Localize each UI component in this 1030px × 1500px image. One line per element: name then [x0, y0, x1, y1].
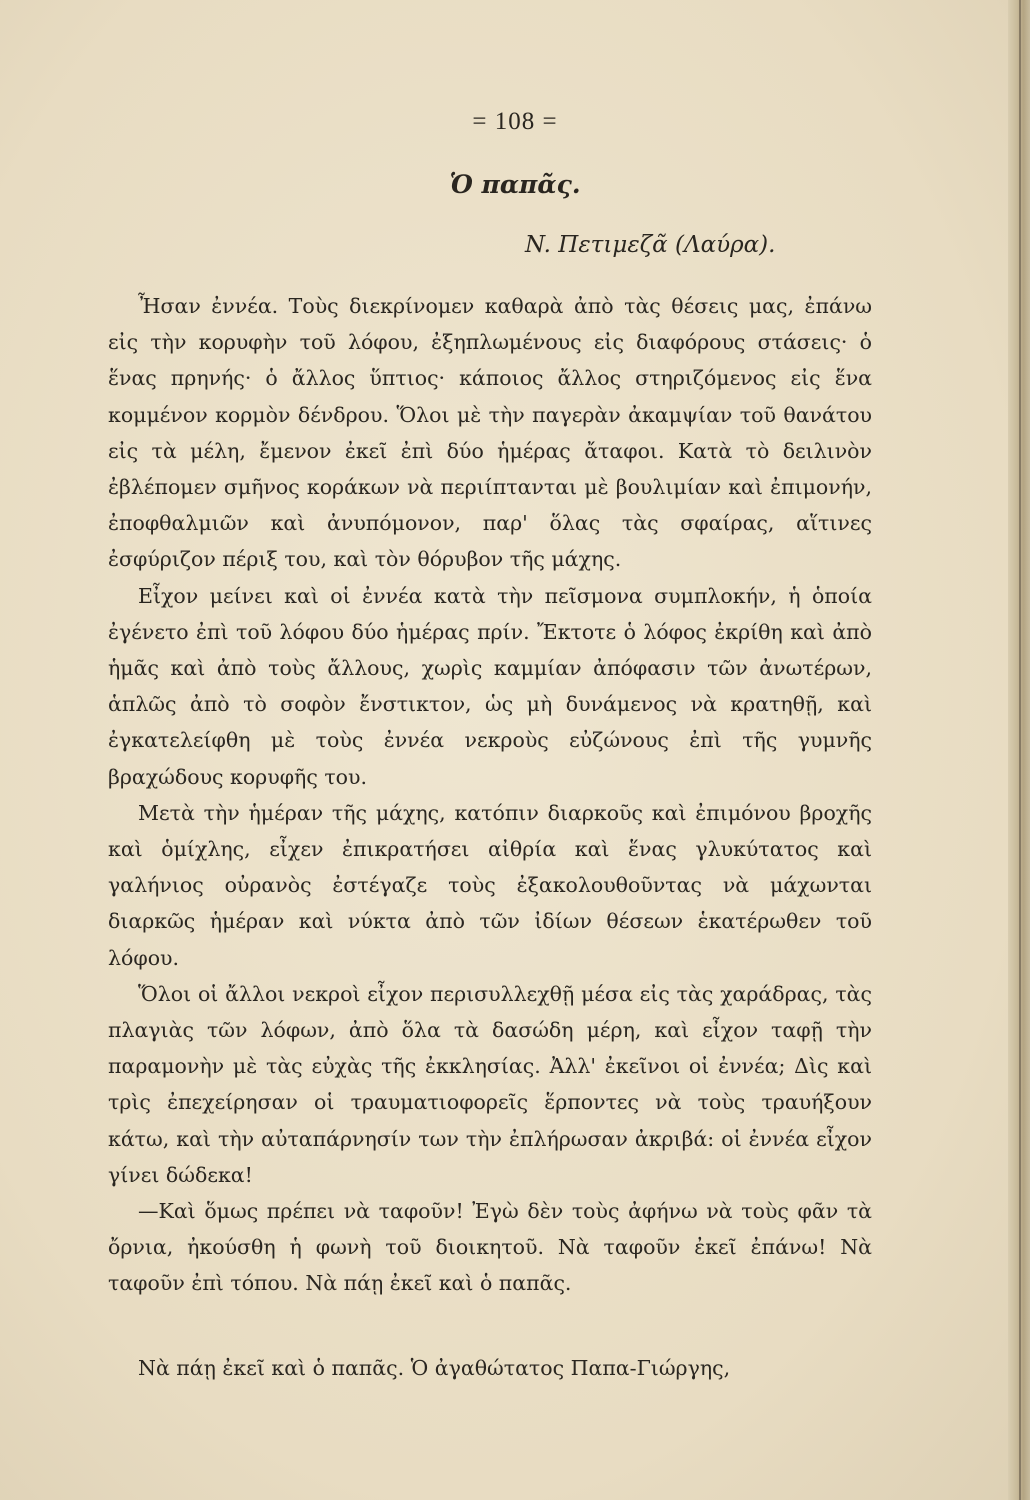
body-text: [108, 288, 872, 1302]
paragraph: Μετὰ τὴν ἡμέραν τῆς μάχης, κατόπιν διαρκοῦς καὶ ἐπιμόνου βροχῆς καὶ ὁμίχλης, εἶχεν ἐπικρατήσει αἰθρία καὶ ἕνας γλυκύτατος καὶ γαλήνιος οὐρανὸς ἐστέγαζε τοὺς ἐξακολουθοῦντας νὰ μάχωνται διαρκῶς ἡμέραν καὶ νύκτα ἀπὸ τῶν ἰδίων θέσεων ἑκατέρωθεν τοῦ λόφου.: [108, 800, 872, 970]
author-attribution: N. Πετιμεζᾶ (Λαύρα).: [525, 232, 776, 258]
paragraph: Εἶχον μείνει καὶ οἱ ἐννέα κατὰ τὴν πεῖσμονα συμπλοκήν, ἡ ὁποία ἐγένετο ἐπὶ τοῦ λόφου δύο ἡμέρας πρίν. Ἔκτοτε ὁ λόφος ἐκρίθη καὶ ἀπὸ ἡμᾶς καὶ ἀπὸ τοὺς ἄλλους, χωρὶς καμμίαν ἀπόφασιν τῶν ἀνωτέρων, ἁπλῶς ἀπὸ τὸ σοφὸν ἔνστικτον, ὡς μὴ δυνάμενος νὰ κρατηθῇ, καὶ ἐγκατελείφθη μὲ τοὺς ἐννέα νεκροὺς εὐζώνους ἐπὶ τῆς γυμνῆς βραχώδους κορυφῆς του.: [108, 583, 872, 789]
chapter-title: Ὁ παπᾶς.: [449, 170, 581, 199]
paragraph: —Καὶ ὅμως πρέπει νὰ ταφοῦν! Ἐγὼ δὲν τοὺς ἀφήνω νὰ τοὺς φᾶν τὰ ὄρνια, ἠκούσθη ἡ φωνὴ τοῦ διοικητοῦ. Νὰ ταφοῦν ἐκεῖ ἐπάνω! Νὰ ταφοῦν ἐπὶ τόπου. Νὰ πάῃ ἐκεῖ καὶ ὁ παπᾶς.: [108, 1199, 872, 1296]
paragraph: Ὅλοι οἱ ἄλλοι νεκροὶ εἶχον περισυλλεχθῇ μέσα εἰς τὰς χαράδρας, τὰς πλαγιὰς τῶν λόφων, ἀπὸ ὅλα τὰ δασώδη μέρη, καὶ εἶχον ταφῇ τὴν παραμονὴν μὲ τὰς εὐχὰς τῆς ἐκκλησίας. Ἀλλ' ἐκεῖνοι οἱ ἐννέα; Δὶς καὶ τρὶς ἐπεχείρησαν οἱ τραυματιοφορεῖς ἕρποντες νὰ τοὺς τραυήξουν κάτω, καὶ τὴν αὐταπάρνησίν των τὴν ἐπλήρωσαν ἀκριβά: οἱ ἐννέα εἶχον γίνει δώδεκα!: [108, 981, 872, 1187]
page-edge-line: [1019, 0, 1021, 1500]
page-number: = 108 =: [472, 108, 558, 135]
continuing-paragraph: Νὰ πάῃ ἐκεῖ καὶ ὁ παπᾶς. Ὁ ἀγαθώτατος Παπα-Γιώργης,: [138, 1356, 731, 1380]
paragraph: Ἦσαν ἐννέα. Τοὺς διεκρίνομεν καθαρὰ ἀπὸ τὰς θέσεις μας, ἐπάνω εἰς τὴν κορυφὴν τοῦ λόφου, ἐξηπλωμένους εἰς διαφόρους στάσεις· ὁ ἕνας πρηνής· ὁ ἄλλος ὕπτιος· κάποιος ἄλλος στηριζόμενος εἰς ἕνα κομμένον κορμὸν δένδρου. Ὅλοι μὲ τὴν παγερὰν ἀκαμψίαν τοῦ θανάτου εἰς τὰ μέλη, ἔμενον ἐκεῖ ἐπὶ δύο ἡμέρας ἄταφοι. Κατὰ τὸ δειλινὸν ἐβλέπομεν σμῆνος κοράκων νὰ περιίπτανται μὲ βουλιμίαν καὶ ἐπιμονήν, ἐποφθαλμιῶν καὶ ἀνυπόμονον, παρ' ὅλας τὰς σφαίρας, αἵτινες ἐσφύριζον πέριξ του, καὶ τὸν θόρυβον τῆς μάχης.: [108, 294, 872, 572]
